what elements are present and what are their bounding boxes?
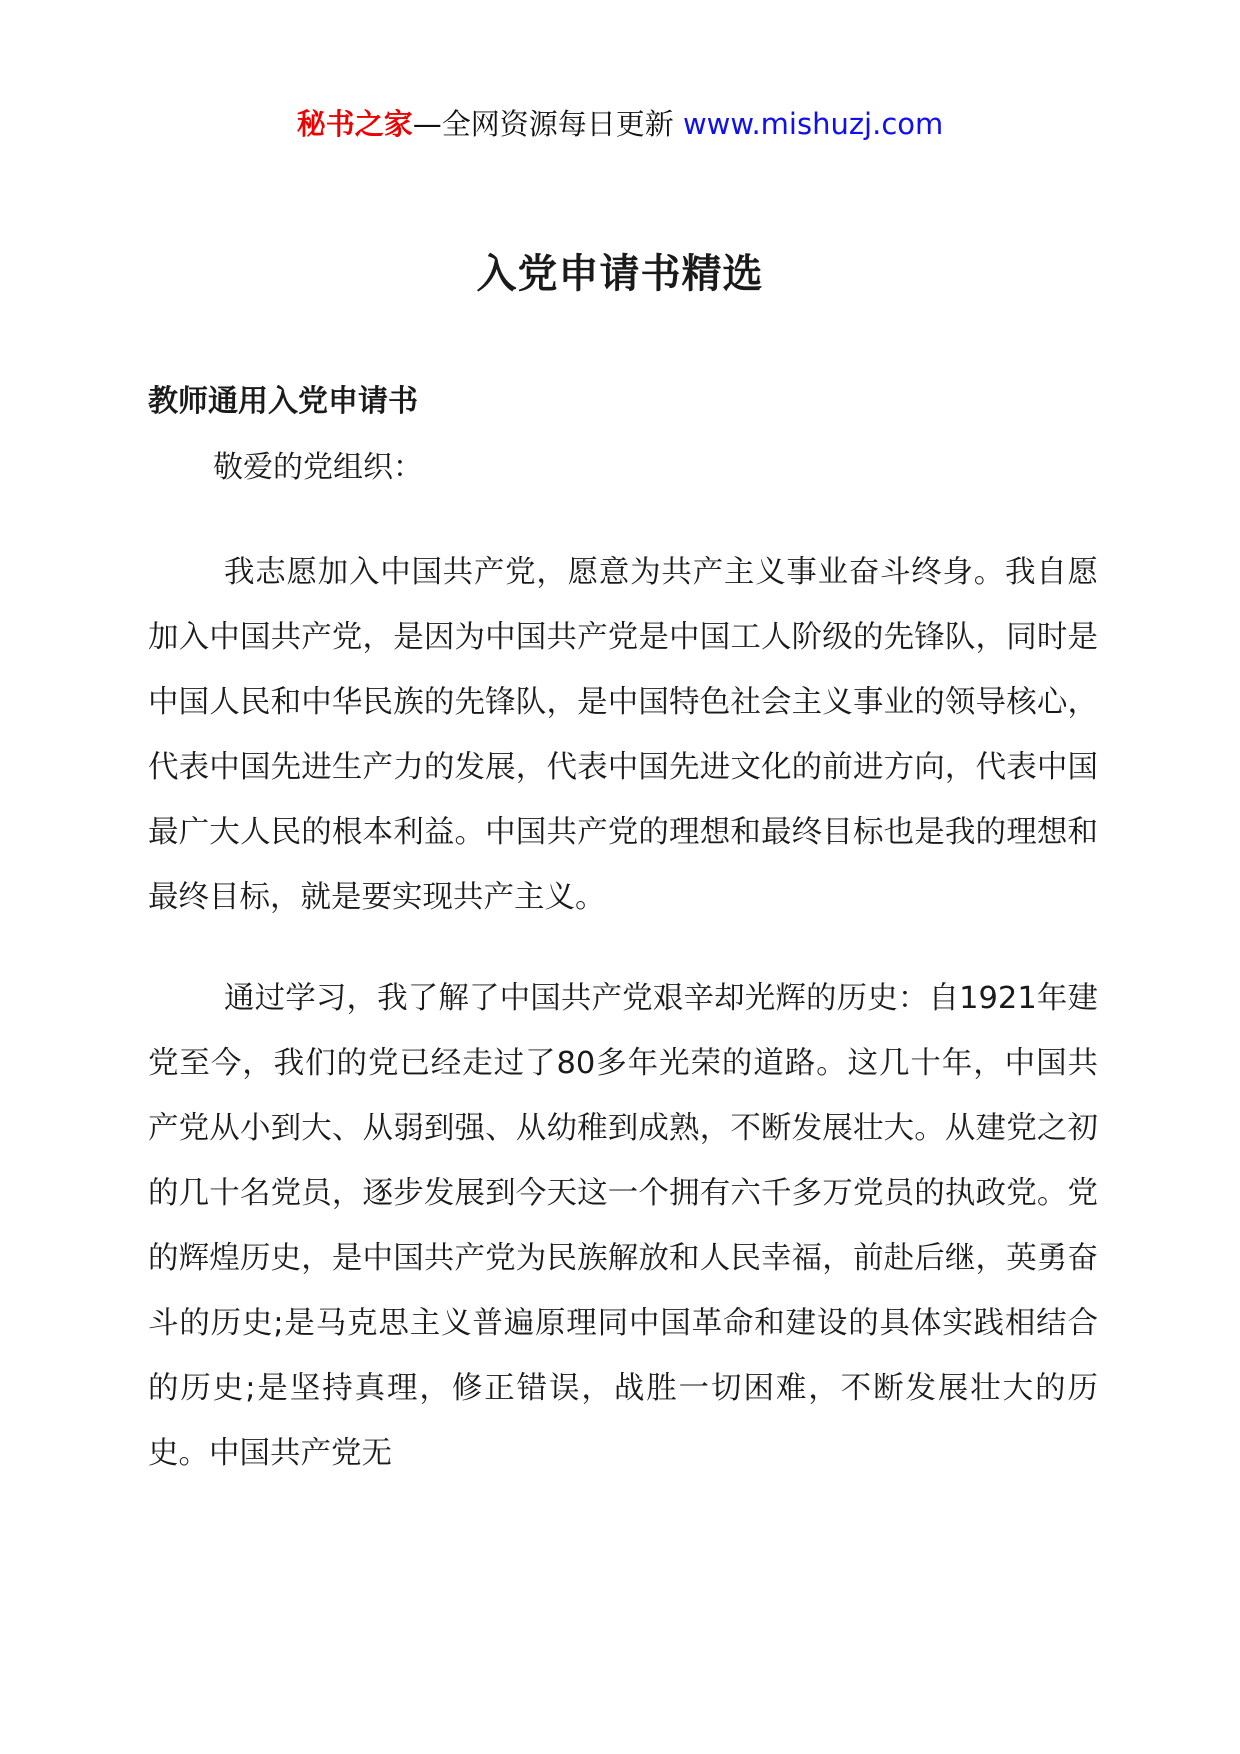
site-url-link[interactable]: www.mishuzj.com [682,107,944,141]
site-slogan: —全网资源每日更新 [412,107,683,141]
section-title: 教师通用入党申请书 [148,384,418,419]
site-header [0,104,1240,144]
salutation: 敬爱的党组织： [213,450,423,485]
body-paragraph-2: 通过学习，我了解了中国共产党艰辛却光辉的历史：自1921年建党至今，我们的党已经走过了80多年光荣的道路。这几十年，中国共产党从小到大、从弱到强、从幼稚到成熟，不断发展壮大。从建党之初的几十名党员，逐步发展到今天这一个拥有六千多万党员的执政党。党的辉煌历史，是中国共产党为民族解放和人民幸福，前赴后继，英勇奋斗的历史;是马克思主义普遍原理同中国革命和建设的具体实践相结合的历史;是坚持真理，修正错误，战胜一切困难，不断发展壮大的历史。中国共产党无 [148,981,1098,1471]
body-paragraph-1: 我志愿加入中国共产党，愿意为共产主义事业奋斗终身。我自愿加入中国共产党，是因为中国共产党是中国工人阶级的先锋队，同时是中国人民和中华民族的先锋队，是中国特色社会主义事业的领导核心，代表中国先进生产力的发展，代表中国先进文化的前进方向，代表中国最广大人民的根本利益。中国共产党的理想和最终目标也是我的理想和最终目标，就是要实现共产主义。 [148,555,1098,915]
document-title: 入党申请书精选 [476,251,764,297]
site-brand: 秘书之家 [296,107,413,141]
